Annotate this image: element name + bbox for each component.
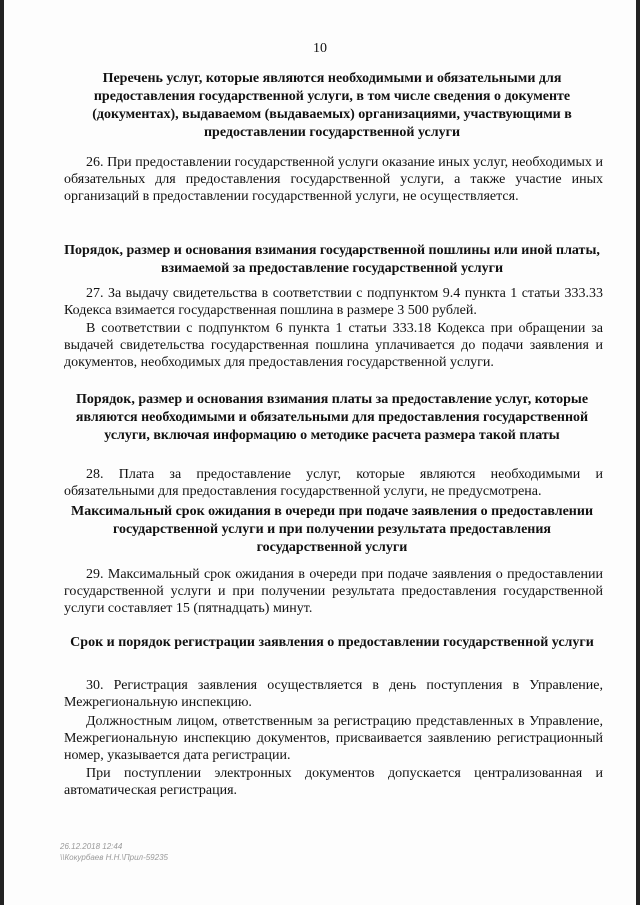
paragraph-28: 28. Плата за предоставление услуг, которые являются необходимыми и обязательными для предоставления государственной услуги, не предусмотрена. (64, 467, 603, 499)
section-heading-services-list: Перечень услуг, которые являются необходимыми и обязательными для предоставления государственной услуги, в том числе сведения о документе (документах), выдаваемом (выдаваемых) организациями, участвующими в предоставлении государственной услуги (92, 71, 572, 140)
section-heading-queue-wait-time: Максимальный срок ожидания в очереди при подаче заявления о предоставлении государственной услуги и при получении результата предоставления государственной услуги (70, 504, 594, 555)
page-number: 10 (313, 41, 327, 56)
paragraph-30-electronic-docs: При поступлении электронных документов допускается централизованная и автоматическая регистрация. (64, 766, 603, 798)
section-heading-registration: Срок и порядок регистрации заявления о предоставлении государственной услуги (70, 635, 594, 650)
paragraph-30: 30. Регистрация заявления осуществляется в день поступления в Управление, Межрегиональную инспекцию. (64, 678, 603, 710)
scan-right-edge (636, 0, 640, 905)
section-heading-state-fee: Порядок, размер и основания взимания государственной пошлины или иной платы, взимаемой за предоставление государственной услуги (64, 243, 600, 276)
paragraph-26: 26. При предоставлении государственной услуги оказание иных услуг, необходимых и обязательных для предоставления государственной услуги, а также участие иных организаций в предоставлении государственной услуги, не осуществляется. (64, 155, 603, 204)
paragraph-27-continued: В соответствии с подпунктом 6 пункта 1 статьи 333.18 Кодекса при обращении за выдачей свидетельства государственная пошлина уплачивается до подачи заявления и документов, необходимых для предоставления государственной услуги. (64, 321, 603, 370)
scan-left-edge (0, 0, 4, 905)
footer-file-path: \\Кокурбаев Н.Н.\Прил-59235 (60, 853, 168, 862)
paragraph-29: 29. Максимальный срок ожидания в очереди при подаче заявления о предоставлении государственной услуги и при получении результата предоставления государственной услуги составляет 15 (пятнадцать) минут. (64, 567, 603, 616)
section-heading-fee-for-services: Порядок, размер и основания взимания платы за предоставление услуг, которые являются необходимыми и обязательными для предоставления государственной услуги, включая информацию о методике расчета размера такой платы (75, 392, 589, 443)
paragraph-30-responsible-person: Должностным лицом, ответственным за регистрацию представленных в Управление, Межрегиональную инспекцию документов, присваивается заявлению регистрационный номер, указывается дата регистрации. (64, 714, 603, 763)
paragraph-27: 27. За выдачу свидетельства в соответствии с подпунктом 9.4 пункта 1 статьи 333.33 Кодекса взимается государственная пошлина в размере 3 500 рублей. (64, 286, 603, 318)
footer-timestamp: 26.12.2018 12:44 (60, 842, 123, 851)
